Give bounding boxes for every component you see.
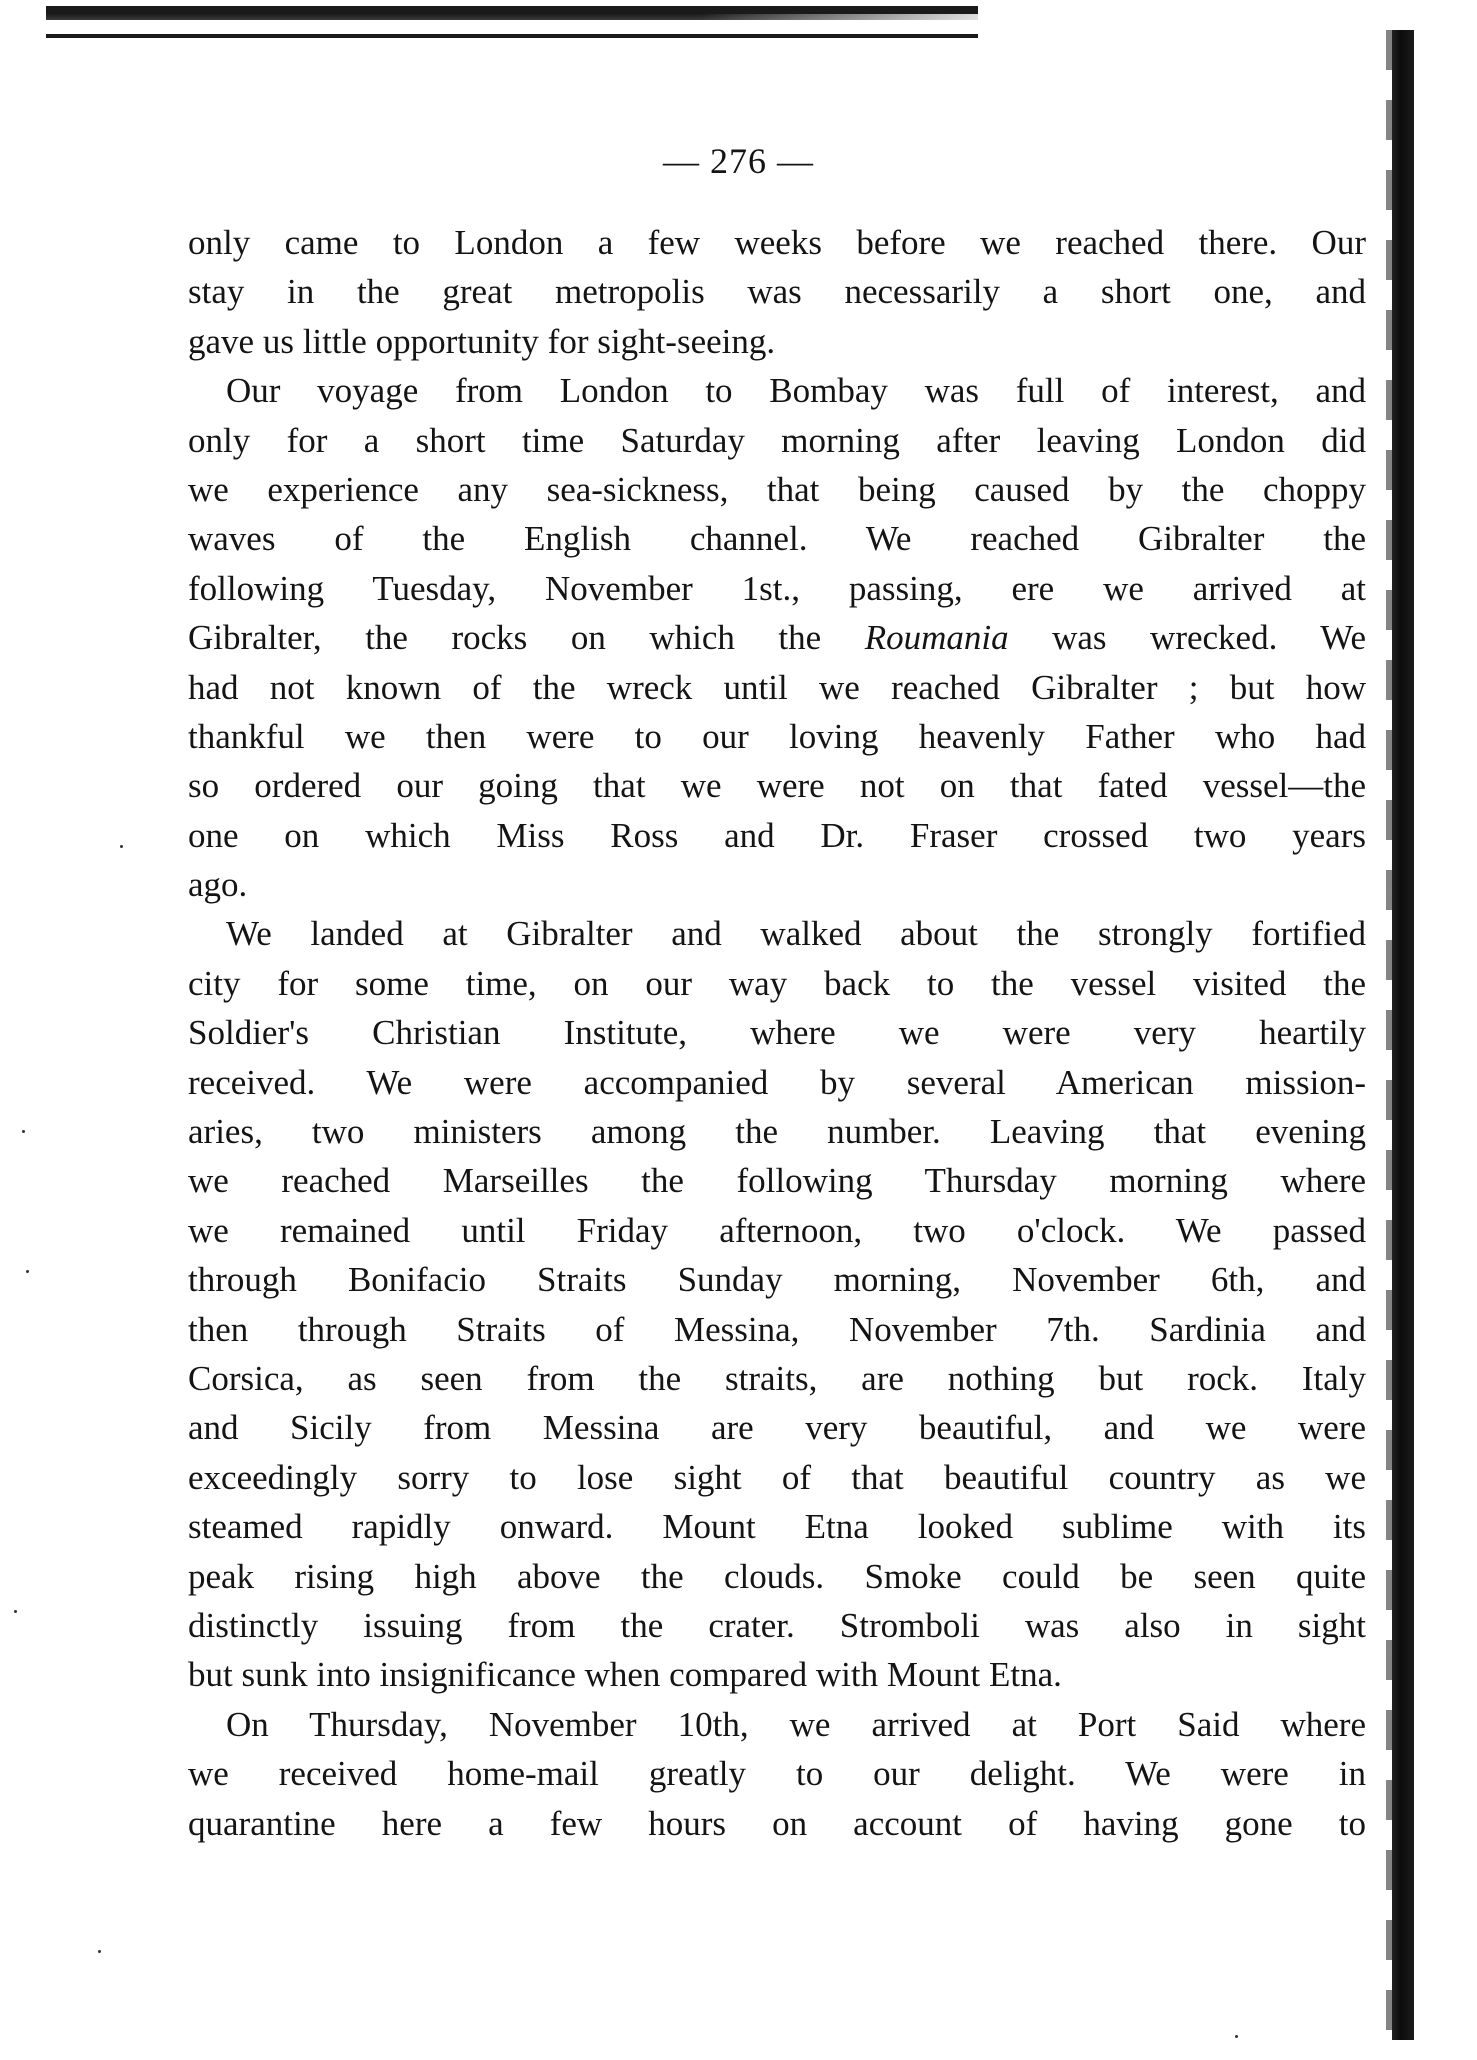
text-line: steamed rapidly onward. Mount Etna looked sublime with its — [188, 1507, 1366, 1547]
text-line: distinctly issuing from the crater. Stromboli was also in sight — [188, 1605, 1366, 1645]
text-line: we received home-mail greatly to our delight. We were in — [188, 1754, 1366, 1794]
text-line: through Bonifacio Straits Sunday morning, November 6th, and — [188, 1260, 1366, 1300]
top-rule-thin — [46, 34, 978, 38]
text-line: ago. — [188, 865, 248, 905]
text-segment: Gibralter, the rocks on which the — [188, 618, 865, 658]
text-line: exceedingly sorry to lose sight of that beautiful country as we — [188, 1457, 1366, 1497]
text-line: we reached Marseilles the following Thursday morning where — [188, 1161, 1366, 1201]
text-line: but sunk into insignificance when compared with Mount Etna. — [188, 1655, 1062, 1695]
text-line: we remained until Friday afternoon, two o'clock. We passed — [188, 1210, 1366, 1250]
text-line: On Thursday, November 10th, we arrived at Port Said where — [226, 1704, 1366, 1744]
margin-speck — [98, 1950, 101, 1953]
margin-speck — [120, 845, 123, 848]
text-line: only came to London a few weeks before we reached there. Our — [188, 223, 1366, 262]
text-line: received. We were accompanied by several American mission- — [188, 1062, 1366, 1102]
text-line: aries, two ministers among the number. Leaving that evening — [188, 1112, 1366, 1152]
text-line: only for a short time Saturday morning after leaving London did — [188, 420, 1366, 460]
ship-name: Roumania — [864, 618, 1009, 658]
text-line: quarantine here a few hours on account of having gone to — [188, 1803, 1366, 1843]
text-line: city for some time, on our way back to the vessel visited the — [188, 963, 1366, 1003]
margin-speck — [1235, 2035, 1238, 2038]
text-line — [188, 613, 1366, 662]
margin-speck — [22, 1130, 25, 1133]
text-line: We landed at Gibralter and walked about the strongly fortified — [226, 914, 1366, 954]
text-line: we experience any sea-sickness, that being caused by the choppy — [188, 469, 1366, 509]
top-rule-fade — [700, 14, 978, 22]
text-line: Soldier's Christian Institute, where we were very heartily — [188, 1013, 1366, 1053]
margin-speck — [26, 1270, 29, 1273]
text-line: one on which Miss Ross and Dr. Fraser crossed two years — [188, 815, 1366, 855]
text-line: stay in the great metropolis was necessarily a short one, and — [188, 272, 1366, 312]
text-line: gave us little opportunity for sight-seeing. — [188, 321, 776, 361]
text-line: following Tuesday, November 1st., passing, ere we arrived at — [188, 568, 1366, 608]
body-text — [188, 218, 1366, 1848]
text-line: had not known of the wreck until we reached Gibralter ; but how — [188, 667, 1366, 707]
text-line: so ordered our going that we were not on that fated vessel—the — [188, 766, 1366, 806]
text-line: then through Straits of Messina, November 7th. Sardinia and — [188, 1309, 1366, 1349]
text-segment: was wrecked. We — [1008, 618, 1366, 658]
text-line: waves of the English channel. We reached Gibralter the — [188, 519, 1366, 559]
page-binding-edge — [1392, 30, 1414, 2040]
page-number: — 276 — — [663, 141, 814, 181]
text-line: peak rising high above the clouds. Smoke could be seen quite — [188, 1556, 1366, 1596]
text-line: Corsica, as seen from the straits, are nothing but rock. Italy — [188, 1358, 1366, 1398]
text-line: thankful we then were to our loving heavenly Father who had — [188, 716, 1366, 756]
text-line: Our voyage from London to Bombay was full of interest, and — [226, 371, 1366, 411]
margin-speck — [14, 1610, 17, 1613]
text-line: and Sicily from Messina are very beautiful, and we were — [188, 1408, 1366, 1448]
